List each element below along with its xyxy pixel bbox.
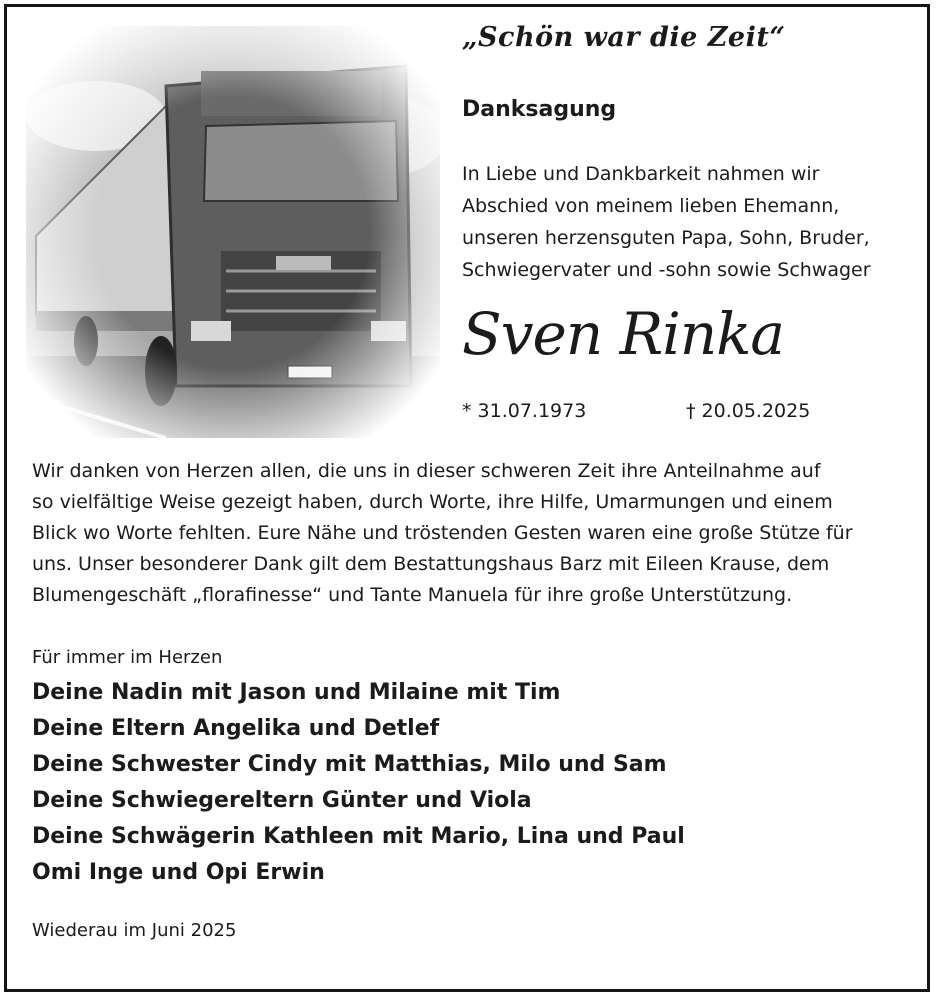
thanks-line: Wir danken von Herzen allen, die uns in dieser schweren Zeit ihre Anteilnahme auf — [32, 460, 821, 482]
thanks-line: so vielfältige Weise gezeigt haben, durch Worte, ihre Hilfe, Umarmungen und einem — [32, 491, 833, 513]
forever-line: Für immer im Herzen — [32, 647, 223, 668]
thanks-text — [32, 456, 853, 611]
intro-text — [462, 158, 871, 286]
intro-line: Schwiegervater und -sohn sowie Schwager — [462, 259, 871, 281]
intro-line: In Liebe und Dankbarkeit nahmen wir — [462, 163, 820, 185]
family-line: Deine Schwester Cindy mit Matthias, Milo und Sam — [32, 752, 667, 777]
family-line: Deine Schwiegereltern Günter und Viola — [32, 788, 532, 813]
thanks-line: Blumengeschäft „florafinesse“ und Tante Manuela für ihre große Unterstützung. — [32, 584, 793, 606]
intro-line: unseren herzensguten Papa, Sohn, Bruder, — [462, 227, 870, 249]
family-line: Deine Schwägerin Kathleen mit Mario, Lina und Paul — [32, 824, 685, 849]
heading: Danksagung — [462, 97, 617, 122]
truck-photo — [26, 26, 440, 438]
motto: „Schön war die Zeit“ — [462, 22, 786, 53]
family-line: Deine Eltern Angelika und Detlef — [32, 716, 440, 741]
intro-line: Abschied von meinem lieben Ehemann, — [462, 195, 840, 217]
thanks-line: uns. Unser besonderer Dank gilt dem Bestattungshaus Barz mit Eileen Krause, dem — [32, 553, 830, 575]
birth-date: * 31.07.1973 — [462, 400, 587, 422]
family-line: Deine Nadin mit Jason und Milaine mit Tim — [32, 680, 561, 705]
death-date: † 20.05.2025 — [686, 400, 811, 422]
family-list — [32, 675, 685, 891]
thanks-line: Blick wo Worte fehlten. Eure Nähe und tröstenden Gesten waren eine große Stütze für — [32, 522, 853, 544]
family-line: Omi Inge und Opi Erwin — [32, 860, 325, 885]
deceased-name: Sven Rinka — [462, 300, 784, 368]
place-date: Wiederau im Juni 2025 — [32, 920, 237, 941]
